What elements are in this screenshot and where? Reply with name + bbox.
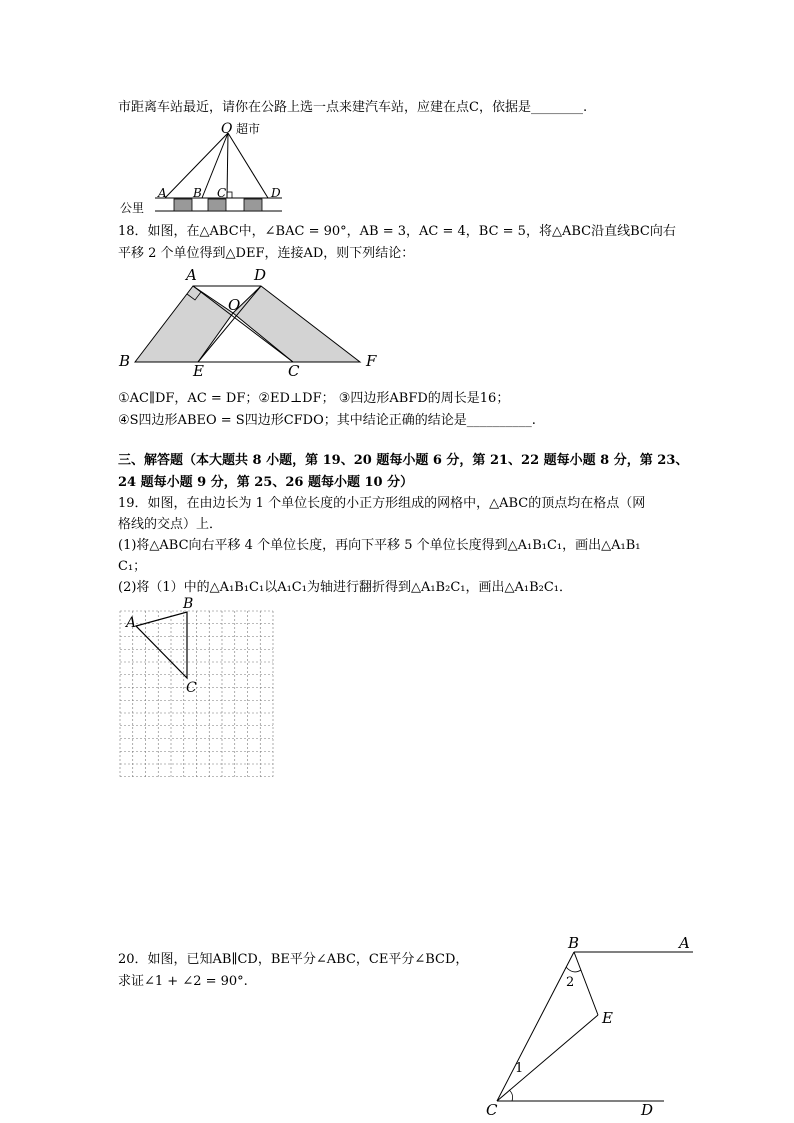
q19-line3: (1)将△ABC向右平移 4 个单位长度，再向下平移 5 个单位长度得到△A₁B₁C₁，画出△A₁B₁ xyxy=(118,538,641,553)
section3-heading-line2: 24 题每小题 9 分，第 25、26 题每小题 10 分） xyxy=(118,475,414,490)
q17-label-B: B xyxy=(193,186,202,200)
q17-text: 市距离车站最近，请你在公路上选一点来建汽车站，应建在点C，依据是________. xyxy=(118,100,588,115)
q17-label-D: D xyxy=(271,186,281,200)
q20-angle-label-2: 2 xyxy=(566,975,575,990)
q18-label-O: O xyxy=(228,296,241,314)
q18-options-line1: ①AC∥DF，AC = DF；②ED⊥DF； ③四边形ABFD的周长是16； xyxy=(118,391,510,406)
q18-label-A: A xyxy=(186,266,197,284)
q18-line1: 18．如图，在△ABC中，∠BAC = 90°，AB = 3，AC = 4，BC = 5，将△ABC沿直线BC向右 xyxy=(118,224,676,239)
q18-label-C: C xyxy=(288,362,300,380)
q17-label-supermarket: 超市 xyxy=(236,122,261,136)
q19-line4: C₁； xyxy=(118,559,147,574)
q18-line2: 平移 2 个单位得到△DEF，连接AD，则下列结论： xyxy=(118,246,415,261)
q19-label-A: A xyxy=(126,615,137,631)
q17-label-O: O xyxy=(221,121,233,137)
q19-label-C: C xyxy=(186,680,197,696)
q20-line1: 20．如图，已知AB∥CD，BE平分∠ABC，CE平分∠BCD， xyxy=(118,952,469,967)
q20-label-E: E xyxy=(602,1009,613,1027)
q19-line5: (2)将（1）中的△A₁B₁C₁以A₁C₁为轴进行翻折得到△A₁B₂C₁，画出△A₁B₂C₁． xyxy=(118,580,573,595)
q18-label-F: F xyxy=(366,352,377,370)
q19-line1: 19．如图，在由边长为 1 个单位长度的小正方形组成的网格中，△ABC的顶点均在格点（网 xyxy=(118,496,646,511)
q18-options-line2: ④S四边形ABEO = S四边形CFDO；其中结论正确的结论是__________. xyxy=(118,413,536,428)
q17-label-A: A xyxy=(158,186,167,200)
q20-line2: 求证∠1 + ∠2 = 90°. xyxy=(118,974,248,989)
q20-label-D: D xyxy=(641,1101,654,1119)
q19-line2: 格线的交点）上． xyxy=(118,517,223,532)
q20-label-A: A xyxy=(679,934,690,952)
q18-label-E: E xyxy=(193,362,204,380)
q17-label-road: 公里 xyxy=(120,201,145,215)
q20-angle-label-1: 1 xyxy=(515,1061,524,1076)
q18-label-D: D xyxy=(254,266,267,284)
q18-label-B: B xyxy=(119,352,131,370)
q20-label-C: C xyxy=(486,1101,498,1119)
section3-heading-line1: 三、解答题（本大题共 8 小题，第 19、20 题每小题 6 分，第 21、22 题每小题 8 分，第 23、 xyxy=(118,453,689,468)
q17-label-C: C xyxy=(217,186,227,200)
q20-label-B: B xyxy=(568,934,580,952)
q19-label-B: B xyxy=(183,596,194,612)
